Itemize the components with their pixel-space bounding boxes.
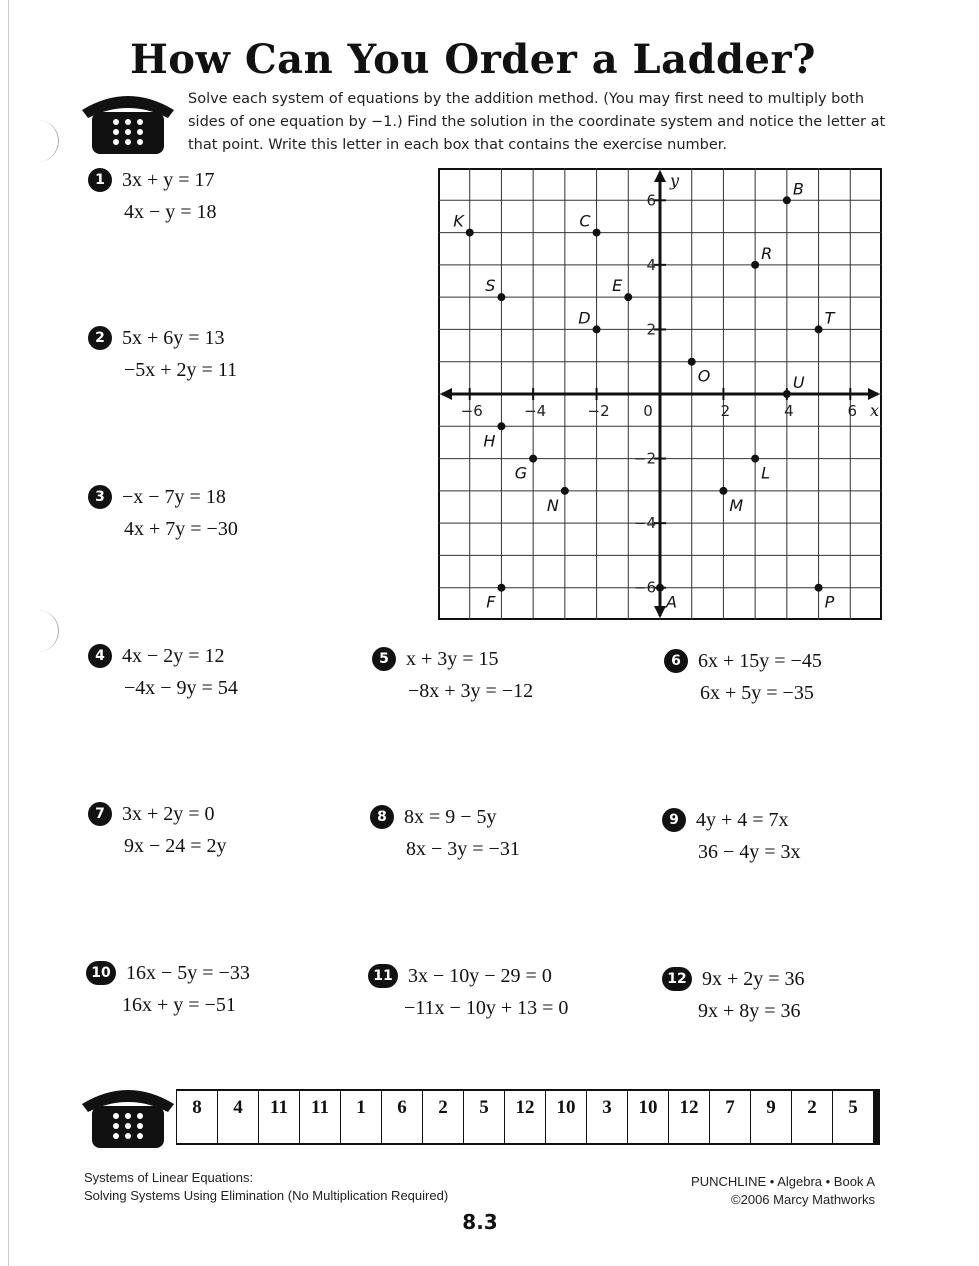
problem-number: 10 bbox=[86, 961, 116, 985]
x-tick-label: −6 bbox=[460, 402, 483, 420]
point-U bbox=[783, 390, 791, 398]
answer-box[interactable]: 1 bbox=[340, 1091, 381, 1143]
problem-9 bbox=[662, 804, 801, 868]
equation-2: −8x + 3y = −12 bbox=[408, 680, 534, 702]
problem-number: 11 bbox=[368, 964, 398, 988]
x-tick-label: −4 bbox=[524, 402, 547, 420]
point-label: A bbox=[666, 592, 677, 612]
problem-number: 7 bbox=[88, 802, 112, 826]
problem-number: 8 bbox=[370, 805, 394, 829]
answer-box[interactable]: 8 bbox=[176, 1091, 217, 1143]
point-label: F bbox=[486, 592, 496, 612]
x-tick-label: 6 bbox=[847, 402, 858, 420]
problem-number: 9 bbox=[662, 808, 686, 832]
y-tick-label: −4 bbox=[633, 514, 656, 533]
point-A bbox=[656, 584, 664, 592]
point-H bbox=[497, 422, 505, 430]
problem-5 bbox=[372, 643, 533, 707]
equation-2: 16x + y = −51 bbox=[122, 994, 236, 1016]
equation-2: 4x − y = 18 bbox=[124, 201, 217, 223]
problem-8 bbox=[370, 801, 520, 865]
point-label: P bbox=[824, 592, 835, 612]
point-label: T bbox=[824, 308, 835, 328]
problem-12 bbox=[662, 963, 805, 1027]
point-label: O bbox=[697, 366, 711, 386]
equation-1: 16x − 5y = −33 bbox=[126, 962, 250, 984]
page-number: 8.3 bbox=[462, 1210, 498, 1234]
equation-2: 9x − 24 = 2y bbox=[124, 835, 227, 857]
point-S bbox=[497, 293, 505, 301]
problem-4 bbox=[88, 640, 238, 704]
footer-left bbox=[84, 1169, 448, 1205]
footer-series: PUNCHLINE • Algebra • Book A bbox=[691, 1174, 875, 1189]
point-P bbox=[815, 584, 823, 592]
point-label: M bbox=[729, 495, 744, 515]
telephone-icon bbox=[78, 1082, 178, 1150]
binder-hole-mark bbox=[30, 610, 59, 652]
problem-number: 1 bbox=[88, 168, 112, 192]
point-label: U bbox=[792, 373, 805, 392]
answer-box[interactable]: 5 bbox=[832, 1091, 873, 1143]
equation-1: 9x + 2y = 36 bbox=[702, 968, 805, 990]
answer-box[interactable]: 10 bbox=[627, 1091, 668, 1143]
point-label: L bbox=[761, 463, 771, 483]
equation-2: −4x − 9y = 54 bbox=[124, 677, 238, 699]
equation-1: 4y + 4 = 7x bbox=[696, 809, 789, 831]
page-margin-line bbox=[8, 0, 9, 1266]
equation-1: −x − 7y = 18 bbox=[122, 486, 226, 508]
point-B bbox=[783, 196, 791, 204]
point-label: C bbox=[579, 211, 591, 231]
point-T bbox=[815, 325, 823, 333]
point-label: E bbox=[612, 276, 623, 296]
equation-2: −11x − 10y + 13 = 0 bbox=[404, 997, 569, 1019]
equation-1: 4x − 2y = 12 bbox=[122, 645, 225, 667]
point-R bbox=[751, 261, 759, 269]
point-N bbox=[561, 487, 569, 495]
problem-number: 6 bbox=[664, 649, 688, 673]
problem-7 bbox=[88, 798, 227, 862]
point-F bbox=[497, 584, 505, 592]
point-K bbox=[466, 229, 474, 237]
problem-1 bbox=[88, 164, 217, 228]
point-M bbox=[719, 487, 727, 495]
problem-6 bbox=[664, 645, 822, 709]
point-label: H bbox=[483, 431, 496, 451]
point-label: N bbox=[546, 495, 559, 515]
answer-box[interactable]: 4 bbox=[217, 1091, 258, 1143]
answer-box[interactable]: 7 bbox=[709, 1091, 750, 1143]
equation-1: 5x + 6y = 13 bbox=[122, 327, 225, 349]
y-axis-label: y bbox=[670, 171, 680, 190]
point-label: D bbox=[578, 308, 591, 328]
problem-2 bbox=[88, 322, 237, 386]
problem-10 bbox=[86, 957, 250, 1021]
point-O bbox=[688, 358, 696, 366]
footer-copyright: ©2006 Marcy Mathworks bbox=[731, 1192, 875, 1207]
equation-2: 4x + 7y = −30 bbox=[124, 518, 238, 540]
problem-number: 3 bbox=[88, 485, 112, 509]
answer-box[interactable]: 10 bbox=[545, 1091, 586, 1143]
coordinate-grid bbox=[438, 168, 882, 620]
point-G bbox=[529, 455, 537, 463]
answer-box[interactable]: 11 bbox=[258, 1091, 299, 1143]
y-tick-label: 4 bbox=[646, 255, 656, 274]
equation-1: x + 3y = 15 bbox=[406, 648, 499, 670]
answer-box[interactable]: 12 bbox=[504, 1091, 545, 1143]
answer-boxes bbox=[176, 1089, 880, 1145]
equation-2: 6x + 5y = −35 bbox=[700, 682, 814, 704]
answer-box[interactable]: 5 bbox=[463, 1091, 504, 1143]
equation-2: 8x − 3y = −31 bbox=[406, 838, 520, 860]
equation-2: 9x + 8y = 36 bbox=[698, 1000, 801, 1022]
telephone-icon bbox=[78, 88, 178, 156]
point-label: R bbox=[761, 243, 773, 263]
equation-1: 3x − 10y − 29 = 0 bbox=[408, 965, 552, 987]
answer-box[interactable]: 9 bbox=[750, 1091, 791, 1143]
equation-1: 3x + y = 17 bbox=[122, 169, 215, 191]
y-tick-label: 6 bbox=[646, 191, 656, 210]
answer-box[interactable]: 3 bbox=[586, 1091, 627, 1143]
problem-number: 12 bbox=[662, 967, 692, 991]
y-tick-label: 2 bbox=[646, 320, 656, 339]
equation-2: 36 − 4y = 3x bbox=[698, 841, 801, 863]
point-C bbox=[593, 229, 601, 237]
x-tick-label: 2 bbox=[720, 402, 731, 420]
point-E bbox=[624, 293, 632, 301]
binder-hole-mark bbox=[30, 120, 59, 162]
equation-2: −5x + 2y = 11 bbox=[124, 359, 238, 381]
x-tick-label: −2 bbox=[587, 402, 610, 420]
instructions-text: Solve each system of equations by the addition method. (You may first need to multiply both sides of one equation by −1.) Find the solution in the coordinate system and notice the letter at that point. Write this letter in each box that contains the exercise number. bbox=[188, 91, 886, 153]
y-tick-label: −6 bbox=[633, 578, 656, 597]
point-label: G bbox=[514, 463, 528, 483]
point-L bbox=[751, 455, 759, 463]
answer-box[interactable]: 2 bbox=[422, 1091, 463, 1143]
point-label: S bbox=[485, 276, 496, 296]
equation-1: 3x + 2y = 0 bbox=[122, 803, 215, 825]
problem-number: 4 bbox=[88, 644, 112, 668]
problem-number: 5 bbox=[372, 647, 396, 671]
problem-number: 2 bbox=[88, 326, 112, 350]
footer-subtopic: Solving Systems Using Elimination (No Multiplication Required) bbox=[84, 1188, 449, 1203]
x-axis-label: x bbox=[870, 401, 880, 420]
equation-1: 6x + 15y = −45 bbox=[698, 650, 822, 672]
problem-11 bbox=[368, 960, 568, 1024]
answer-box[interactable]: 11 bbox=[299, 1091, 340, 1143]
x-tick-label: 4 bbox=[784, 402, 794, 420]
y-tick-label: −2 bbox=[633, 449, 656, 468]
problem-3 bbox=[88, 481, 238, 545]
footer-right bbox=[650, 1173, 875, 1209]
answer-box[interactable]: 6 bbox=[381, 1091, 422, 1143]
answer-row-end-bar bbox=[873, 1089, 880, 1145]
equation-1: 8x = 9 − 5y bbox=[404, 806, 497, 828]
x-tick-label: 0 bbox=[643, 402, 653, 420]
answer-box[interactable]: 12 bbox=[668, 1091, 709, 1143]
worksheet-title: How Can You Order a Ladder? bbox=[130, 36, 816, 83]
answer-box[interactable]: 2 bbox=[791, 1091, 832, 1143]
footer-topic: Systems of Linear Equations: bbox=[84, 1170, 254, 1185]
point-label: K bbox=[453, 211, 464, 231]
point-D bbox=[593, 325, 601, 333]
point-label: B bbox=[792, 179, 804, 199]
